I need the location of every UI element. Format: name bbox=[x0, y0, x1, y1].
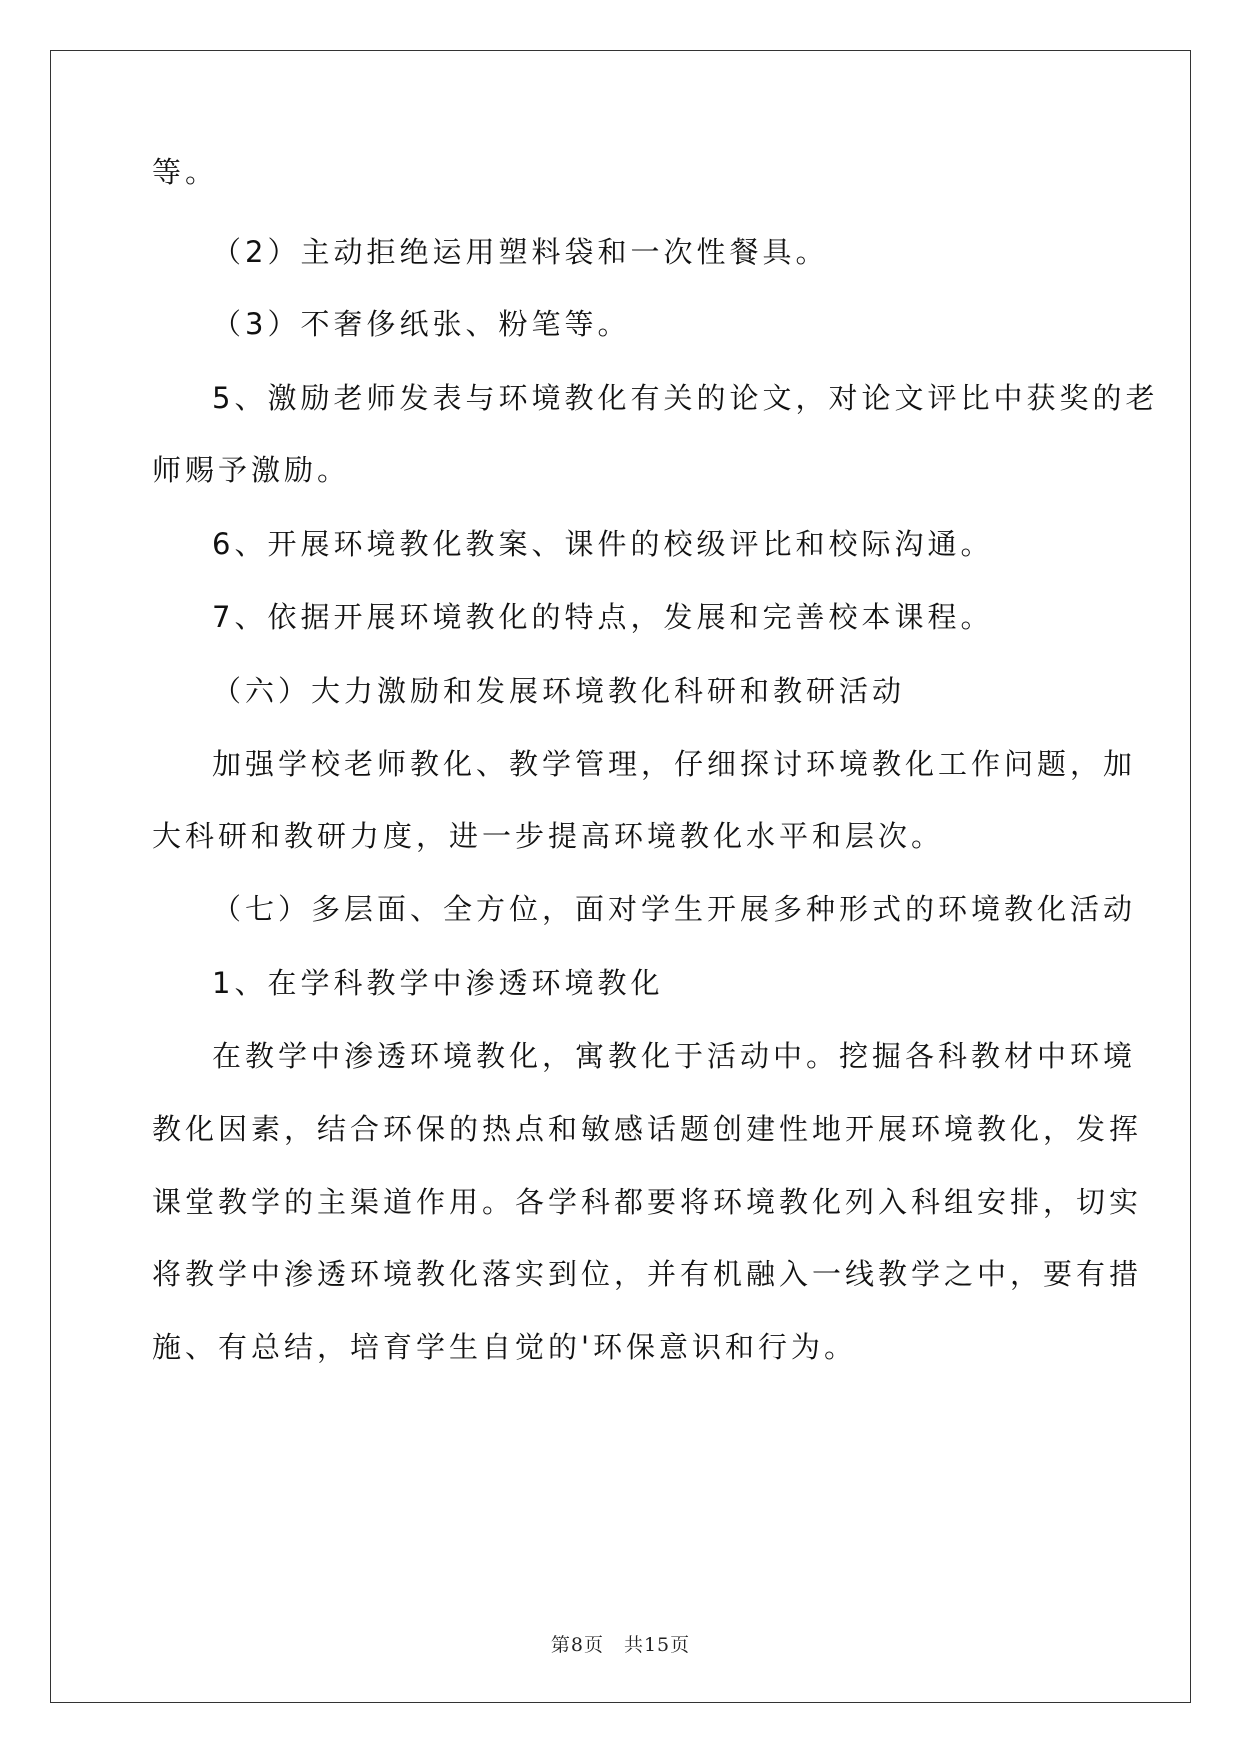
text-line: 将教学中渗透环境教化落实到位，并有机融入一线教学之中，要有措 bbox=[152, 1257, 1143, 1291]
text-line: 5、激励老师发表与环境教化有关的论文，对论文评比中获奖的老 bbox=[212, 381, 1159, 415]
text-line: （2）主动拒绝运用塑料袋和一次性餐具。 bbox=[212, 235, 829, 269]
subsection-heading: 1、在学科教学中渗透环境教化 bbox=[212, 966, 664, 1000]
section-heading: （七）多层面、全方位，面对学生开展多种形式的环境教化活动 bbox=[212, 892, 1137, 926]
text-line: 7、依据开展环境教化的特点，发展和完善校本课程。 bbox=[212, 600, 994, 634]
text-line: 教化因素，结合环保的热点和敏感话题创建性地开展环境教化，发挥 bbox=[152, 1112, 1143, 1146]
text-line: 等。 bbox=[152, 155, 219, 189]
page-number-footer: 第8页 共15页 bbox=[550, 1634, 691, 1656]
page-border bbox=[50, 50, 1191, 1703]
section-heading: （六）大力激励和发展环境教化科研和教研活动 bbox=[212, 674, 906, 708]
text-line: 施、有总结，培育学生自觉的'环保意识和行为。 bbox=[152, 1330, 857, 1364]
text-line: 加强学校老师教化、教学管理，仔细探讨环境教化工作问题，加 bbox=[212, 747, 1137, 781]
text-line: 课堂教学的主渠道作用。各学科都要将环境教化列入科组安排，切实 bbox=[152, 1185, 1143, 1219]
text-line: 大科研和教研力度，进一步提高环境教化水平和层次。 bbox=[152, 819, 945, 853]
text-line: 在教学中渗透环境教化，寓教化于活动中。挖掘各科教材中环境 bbox=[212, 1039, 1137, 1073]
text-line: （3）不奢侈纸张、粉笔等。 bbox=[212, 307, 631, 341]
text-line: 6、开展环境教化教案、课件的校级评比和校际沟通。 bbox=[212, 527, 994, 561]
text-line: 师赐予激励。 bbox=[152, 453, 351, 487]
